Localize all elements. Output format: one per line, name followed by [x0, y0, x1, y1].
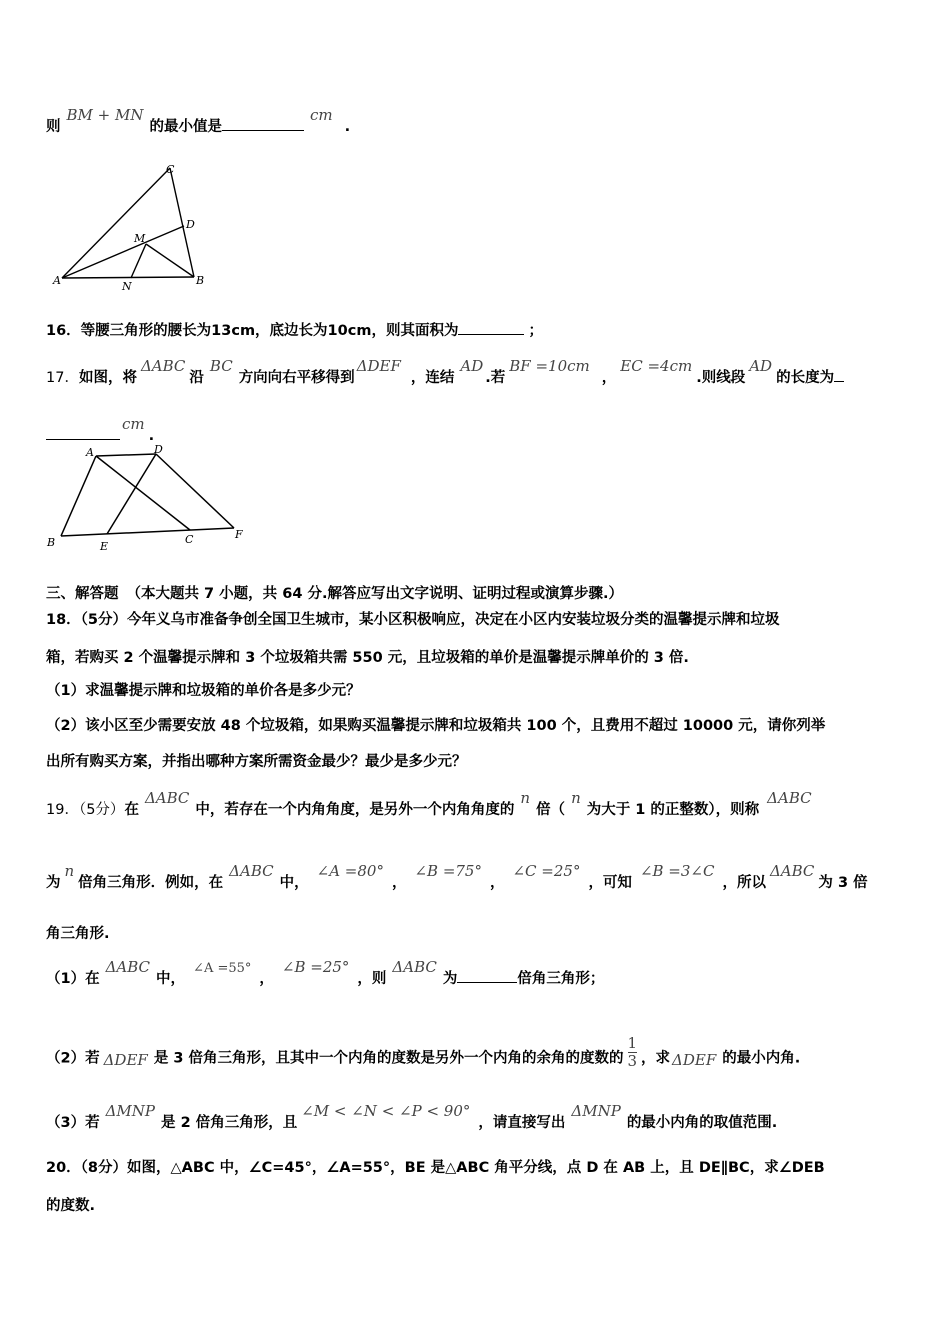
- text: ，连结: [410, 370, 455, 386]
- text: 是 3 倍角三角形，且其中一个内角的度数是另外一个内角的余角的度数的: [153, 1050, 624, 1067]
- text: 则: [46, 119, 61, 135]
- label-b: B: [196, 274, 205, 287]
- math: ∠B =25°: [281, 958, 350, 976]
- text: .则线段: [696, 370, 746, 386]
- math: ΔDEF: [103, 1050, 148, 1069]
- text: 倍角三角形．例如，在: [78, 875, 224, 891]
- math: AD: [749, 357, 773, 375]
- label-c: C: [166, 163, 175, 176]
- text: 中，: [279, 875, 309, 891]
- text: .若: [485, 370, 506, 386]
- text: 倍角三角形；: [517, 971, 605, 987]
- math: ΔABC: [767, 789, 812, 807]
- answer-blank[interactable]: [46, 425, 120, 440]
- text: （2）若: [46, 1050, 100, 1067]
- text: 16．等腰三角形的腰长为13cm，底边长为10cm，则其面积为: [46, 323, 459, 339]
- section-heading: [46, 584, 623, 604]
- math: ΔABC: [140, 357, 186, 375]
- text: 的长度为: [776, 370, 835, 386]
- text: 中，若存在一个内角角度，是另外一个内角角度的: [195, 802, 515, 818]
- text: 中，: [156, 971, 186, 987]
- text: （3）若: [46, 1115, 100, 1131]
- answer-blank[interactable]: [222, 116, 304, 131]
- text: 沿: [189, 370, 204, 386]
- text: 在: [124, 802, 139, 818]
- math: ΔDEF: [672, 1050, 717, 1069]
- math: ΔABC: [144, 789, 190, 807]
- text: ，求: [641, 1050, 671, 1067]
- text: 的最小内角.: [722, 1050, 801, 1067]
- text: ，可知: [588, 875, 632, 891]
- math: ∠M < ∠N < ∠P < 90°: [301, 1102, 471, 1120]
- math-expr: BM + MN: [66, 106, 144, 124]
- text: （1）在: [46, 971, 100, 987]
- text: .: [148, 428, 155, 444]
- text: .: [344, 119, 351, 135]
- question-16: [46, 320, 543, 341]
- text: ，: [601, 370, 617, 386]
- answer-blank-start[interactable]: [834, 367, 844, 382]
- label-d: D: [186, 218, 195, 231]
- math: ΔMNP: [571, 1102, 621, 1120]
- math: BF =10cm: [509, 357, 590, 375]
- question-20-line2: 的度数.: [46, 1198, 96, 1214]
- question-18-part1: （1）求温馨提示牌和垃圾箱的单价各是多少元？: [46, 683, 361, 699]
- label-n: N: [122, 280, 132, 293]
- text: ，请直接写出: [478, 1115, 566, 1131]
- fraction-one-third: [628, 1035, 638, 1070]
- math: ΔABC: [769, 862, 815, 880]
- question-20-line1: 20．（8分）如图，△ABC 中，∠C=45°，∠A=55°，BE 是△ABC 角平分线，点 D 在 AB 上，且 DE∥BC，求∠DEB: [46, 1160, 825, 1176]
- label-b: B: [47, 536, 56, 549]
- question-17: [46, 357, 844, 388]
- math: ∠B =75°: [414, 862, 482, 880]
- denominator: 3: [627, 1052, 638, 1070]
- math: n: [520, 789, 531, 807]
- question-19-line3: 角三角形.: [46, 926, 110, 942]
- text: ，: [489, 875, 505, 891]
- text: 为: [46, 875, 61, 891]
- section-note: （本大题共 7 小题，共 64 分.解答应写出文字说明、证明过程或演算步骤.）: [126, 586, 623, 602]
- figure-triangle-abc: [45, 158, 225, 298]
- question-18-line1: 18．（5分）今年义乌市准备争创全国卫生城市，某小区积极响应，决定在小区内安装垃圾分类的温馨提示牌和垃圾: [46, 612, 780, 628]
- text: 为: [442, 971, 458, 987]
- math: BC: [209, 357, 233, 375]
- label-a: A: [53, 274, 61, 287]
- answer-blank[interactable]: [457, 968, 517, 983]
- question-18-part2a: （2）该小区至少需要安放 48 个垃圾箱，如果购买温馨提示牌和垃圾箱共 100 个，且费用不超过 10000 元，请你列举: [46, 718, 826, 734]
- question-19-part2: [46, 1034, 801, 1076]
- label-d: D: [154, 443, 163, 456]
- q-number: 17．: [46, 370, 79, 386]
- math: ∠C =25°: [512, 862, 581, 880]
- question-18-line2: 箱，若购买 2 个温馨提示牌和 3 个垃圾箱共需 550 元，且垃圾箱的单价是温馨提示牌单价的 3 倍.: [46, 650, 689, 666]
- unit: cm: [122, 415, 145, 433]
- text: ，所以: [722, 875, 766, 891]
- q-number: 19．（5分）: [46, 802, 125, 818]
- math: ∠A =55°: [193, 961, 252, 976]
- text: 的最小值是: [149, 119, 222, 135]
- math: ΔDEF: [356, 357, 401, 375]
- text: ，则: [357, 971, 387, 987]
- text: 为大于 1 的正整数），则称: [586, 802, 760, 818]
- label-f: F: [235, 528, 243, 541]
- text: 的最小内角的取值范围.: [626, 1115, 778, 1131]
- text: 是 2 倍角三角形，且: [161, 1115, 298, 1131]
- text: 倍（: [536, 802, 566, 818]
- label-e: E: [100, 540, 109, 553]
- math: ΔABC: [392, 958, 437, 976]
- text: 方向向右平移得到: [238, 370, 355, 386]
- question-19-line2: [46, 862, 868, 893]
- figure-translation: [44, 442, 254, 554]
- question-18-part2b: 出所有购买方案，并指出哪种方案所需资金最少？最少是多少元？: [46, 754, 467, 770]
- text: ；: [528, 323, 543, 339]
- math: EC =4cm: [620, 357, 693, 375]
- question-19-part3: [46, 1102, 778, 1133]
- label-c: C: [185, 533, 194, 546]
- section-title: 三、解答题: [46, 586, 119, 602]
- text: 为 3 倍: [818, 875, 868, 891]
- q15-answer-line: [46, 106, 351, 137]
- unit: cm: [309, 106, 333, 124]
- text: ，: [391, 875, 407, 891]
- text: 如图，将: [78, 370, 137, 386]
- math: AD: [460, 357, 484, 375]
- math: n: [64, 862, 75, 880]
- math: ΔMNP: [105, 1102, 156, 1120]
- answer-blank[interactable]: [458, 320, 524, 335]
- text: ，: [259, 971, 274, 987]
- math: ∠B =3∠C: [639, 862, 715, 880]
- math: ΔABC: [105, 958, 151, 976]
- numerator: 1: [627, 1034, 638, 1052]
- math: ΔABC: [229, 862, 274, 880]
- math: n: [571, 789, 581, 807]
- math: ∠A =80°: [316, 862, 384, 880]
- label-m: M: [134, 232, 146, 245]
- question-19-part1: [46, 958, 605, 990]
- question-19-line1: [46, 789, 812, 820]
- label-a: A: [86, 446, 94, 459]
